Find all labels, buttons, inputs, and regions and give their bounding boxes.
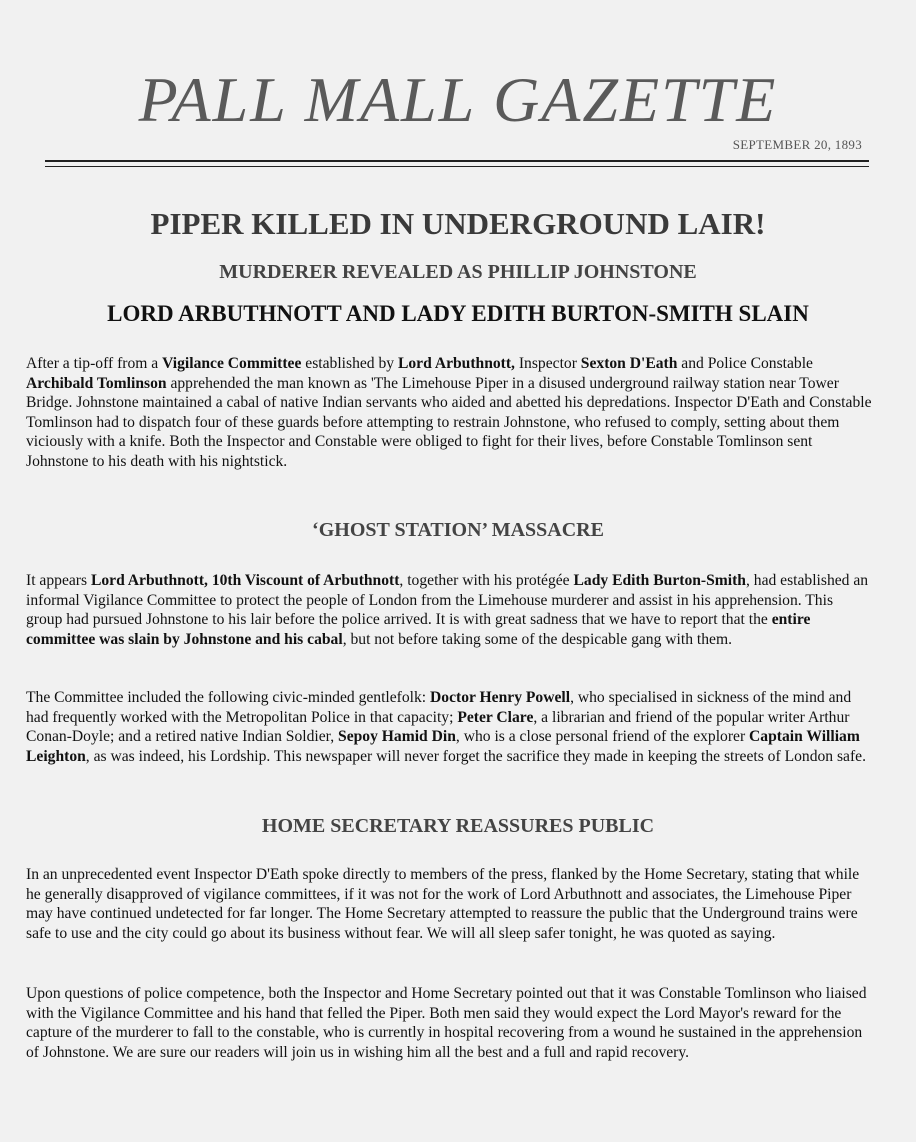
bold-run: Lady Edith Burton-Smith	[573, 572, 746, 589]
bold-run: Doctor Henry Powell	[430, 689, 571, 706]
text-run: , together with his protégée	[399, 572, 574, 589]
text-run: apprehended the man known as 'The Limehouse Piper in a disused underground railway station near Tower Bridge. Johnstone maintained a cabal of native Indian servants who aided and abetted his depredations. Inspector D'Eath and Constable Tomlinson had to dispatch four of these guards before attempting to restrain Johnstone, who refused to comply, setting about them viciously with a knife. Both the Inspector and Constable were obliged to fight for their lives, before Constable Tomlinson sent Johnstone to his death with his nightstick.	[26, 374, 872, 470]
bold-run: Captain William Leighton	[26, 728, 860, 765]
section-heading-ghost-station: ‘GHOST STATION’ MASSACRE	[312, 519, 604, 541]
text-run: The Committee included the following civic-minded gentlefolk:	[26, 689, 431, 706]
masthead-rule-top	[45, 160, 869, 162]
article-paragraph-members	[26, 688, 872, 766]
newspaper-masthead: PALL MALL GAZETTE	[138, 64, 778, 135]
bold-run: Archibald Tomlinson	[26, 374, 167, 392]
text-run: , but not before taking some of the despicable gang with them.	[342, 630, 732, 648]
bold-run: entire committee was slain by Johnstone and his cabal	[26, 611, 811, 648]
text-run: , a librarian and friend of the popular writer Arthur Conan-Doyle; and a retired native Indian Soldier,	[26, 708, 850, 746]
article-paragraph-press: In an unprecedented event Inspector D'Eath spoke directly to members of the press, flanked by the Home Secretary, stating that while he generally disapproved of vigilance committees, if it was not for the work of Lord Arbuthnott and associates, the Limehouse Piper may have continued undetected for far longer. The Home Secretary attempted to reassure the public that the Underground trains were safe to use and the city could go about its business without fear. We will all sleep safer tonight, he was quoted as saying.	[26, 866, 860, 942]
article-paragraph-intro	[26, 354, 872, 472]
text-run: Inspector	[514, 355, 581, 372]
bold-run: Lord Arbuthnott,	[397, 355, 515, 372]
text-run: , had established an informal Vigilance Committee to protect the people of London from the Limehouse murderer and assist in his apprehension. This group had pursued Johnstone to his lair before the police arrived. It is with great sadness that we have to report that the	[26, 572, 869, 629]
masthead-rule-bottom	[45, 166, 869, 167]
text-run: After a tip-off from a	[26, 355, 163, 372]
bold-run: Peter Clare	[457, 708, 534, 726]
bold-run: Vigilance Committee	[162, 355, 302, 372]
bold-run: Lord Arbuthnott, 10th Viscount of Arbuthnott	[90, 572, 400, 589]
text-run: It appears	[26, 572, 91, 589]
bold-run: Sepoy Hamid Din	[338, 728, 456, 746]
secondary-headline: LORD ARBUTHNOTT AND LADY EDITH BURTON-SMITH SLAIN	[107, 301, 809, 326]
text-run: established by	[301, 355, 398, 372]
article-paragraph-committee	[26, 571, 872, 649]
text-run: , as was indeed, his Lordship. This newspaper will never forget the sacrifice they made in keeping the streets of London safe.	[85, 747, 866, 765]
text-run: , who specialised in sickness of the mind and had frequently worked with the Metropolitan Police in that capacity;	[26, 689, 852, 726]
issue-date: SEPTEMBER 20, 1893	[732, 137, 862, 152]
text-run: and Police Constable	[677, 355, 813, 372]
article-paragraph-reward: Upon questions of police competence, both the Inspector and Home Secretary pointed out that it was Constable Tomlinson who liaised with the Vigilance Committee and his hand that felled the Piper. Both men said they would expect the Lord Mayor's reward for the capture of the murderer to fall to the constable, who is currently in hospital recovering from a wound he sustained in the apprehension of Johnstone. We are sure our readers will join us in wishing him all the best and a full and rapid recovery.	[26, 985, 867, 1061]
text-run: , who is a close personal friend of the explorer	[455, 728, 750, 746]
main-headline: PIPER KILLED IN UNDERGROUND LAIR!	[150, 206, 766, 241]
section-heading-home-secretary: HOME SECRETARY REASSURES PUBLIC	[261, 815, 655, 837]
bold-run: Sexton D'Eath	[580, 355, 678, 372]
subheadline: MURDERER REVEALED AS PHILLIP JOHNSTONE	[219, 261, 697, 283]
